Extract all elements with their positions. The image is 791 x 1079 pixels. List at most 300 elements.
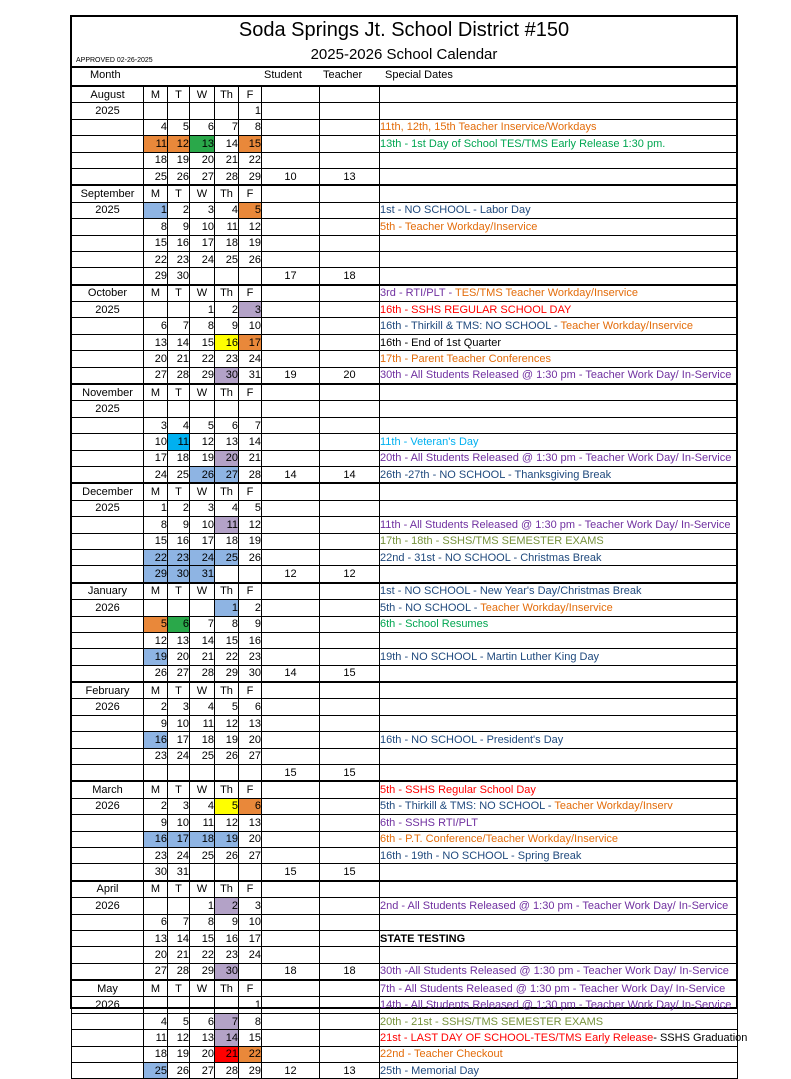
teacher-days-count xyxy=(320,185,380,202)
day-cell: 7 xyxy=(215,119,239,135)
student-days-count: 15 xyxy=(262,765,320,782)
special-date-note xyxy=(380,1063,738,1079)
student-days-count xyxy=(262,334,320,350)
student-days-count xyxy=(262,351,320,367)
day-cell xyxy=(144,600,168,616)
weekday-header: Th xyxy=(215,185,239,202)
special-date-note xyxy=(380,914,738,930)
day-cell: 4 xyxy=(215,500,239,516)
month-label xyxy=(72,1046,144,1062)
month-label xyxy=(72,533,144,549)
month-label xyxy=(72,417,144,433)
day-cell: 16 xyxy=(239,632,262,648)
day-cell: 23 xyxy=(215,947,239,963)
month-label xyxy=(72,914,144,930)
weekday-header: W xyxy=(190,881,215,898)
special-date-note xyxy=(380,251,738,267)
special-date-text: 3rd - RTI/PLT - xyxy=(380,287,455,300)
day-cell: 26 xyxy=(239,549,262,565)
day-cell: 20 xyxy=(144,351,168,367)
weekday-header: M xyxy=(144,285,168,302)
teacher-days-count xyxy=(320,517,380,533)
month-label xyxy=(72,566,144,583)
teacher-column-header: Teacher xyxy=(323,69,363,81)
weekday-header: T xyxy=(168,980,190,997)
student-days-count xyxy=(262,483,320,500)
student-days-count xyxy=(262,583,320,600)
day-cell xyxy=(190,401,215,417)
month-label xyxy=(72,219,144,235)
weekday-header: Th xyxy=(215,483,239,500)
weekday-header: Th xyxy=(215,682,239,699)
month-label xyxy=(72,251,144,267)
student-days-count xyxy=(262,815,320,831)
special-date-note xyxy=(380,898,738,914)
day-cell: 17 xyxy=(190,235,215,251)
weekday-header: Th xyxy=(215,980,239,997)
day-cell: 30 xyxy=(215,367,239,384)
day-cell: 27 xyxy=(239,748,262,764)
calendar-row xyxy=(72,500,738,516)
teacher-days-count xyxy=(320,649,380,665)
day-cell: 11 xyxy=(168,434,190,450)
teacher-days-count xyxy=(320,219,380,235)
special-date-note xyxy=(380,219,738,235)
student-days-count: 14 xyxy=(262,665,320,682)
day-cell: 14 xyxy=(168,930,190,946)
calendar-row xyxy=(72,251,738,267)
student-days-count: 14 xyxy=(262,466,320,483)
special-date-note xyxy=(380,1030,748,1046)
month-label xyxy=(72,434,144,450)
day-cell: 16 xyxy=(168,533,190,549)
month-label: April xyxy=(72,881,144,898)
day-cell: 19 xyxy=(168,152,190,168)
day-cell: 29 xyxy=(190,963,215,980)
calendar-row xyxy=(72,997,738,1013)
day-cell: 27 xyxy=(215,466,239,483)
month-label: 2025 xyxy=(72,401,144,417)
weekday-header: T xyxy=(168,682,190,699)
day-cell: 22 xyxy=(215,649,239,665)
month-label xyxy=(72,268,144,285)
special-date-note xyxy=(380,732,738,748)
special-date-note xyxy=(380,136,738,152)
special-date-note xyxy=(380,583,738,600)
month-label xyxy=(72,318,144,334)
day-cell: 15 xyxy=(239,1030,262,1046)
day-cell: 26 xyxy=(239,251,262,267)
teacher-days-count xyxy=(320,483,380,500)
day-cell: 18 xyxy=(215,235,239,251)
month-label: 2025 xyxy=(72,103,144,119)
day-cell: 9 xyxy=(239,616,262,632)
day-cell: 17 xyxy=(168,831,190,847)
special-date-note xyxy=(380,748,738,764)
special-date-text: 17th - Parent Teacher Conferences xyxy=(380,352,552,365)
teacher-days-count xyxy=(320,401,380,417)
weekday-header: Th xyxy=(215,881,239,898)
day-cell: 20 xyxy=(144,947,168,963)
month-label xyxy=(72,616,144,632)
day-cell: 21 xyxy=(168,351,190,367)
special-date-note xyxy=(380,152,738,168)
student-days-count: 15 xyxy=(262,864,320,881)
day-cell: 13 xyxy=(190,1030,215,1046)
teacher-days-count: 18 xyxy=(320,963,380,980)
day-cell: 11 xyxy=(144,136,168,152)
day-cell: 10 xyxy=(168,715,190,731)
day-cell: 12 xyxy=(239,517,262,533)
month-label: 2025 xyxy=(72,302,144,318)
month-label xyxy=(72,367,144,384)
day-cell: 25 xyxy=(190,847,215,863)
calendar-row xyxy=(72,235,738,251)
special-date-text: 26th -27th - NO SCHOOL - Thanksgiving Break xyxy=(380,468,612,481)
day-cell: 7 xyxy=(168,318,190,334)
weekday-header: W xyxy=(190,682,215,699)
day-cell: 17 xyxy=(239,930,262,946)
month-label xyxy=(72,168,144,185)
calendar-row xyxy=(72,268,738,285)
weekday-header: Th xyxy=(215,781,239,798)
month-label xyxy=(72,466,144,483)
teacher-days-count xyxy=(320,86,380,103)
month-label xyxy=(72,665,144,682)
day-cell: 2 xyxy=(144,699,168,715)
day-cell: 17 xyxy=(239,334,262,350)
special-date-note xyxy=(380,930,738,946)
month-label: January xyxy=(72,583,144,600)
day-cell: 24 xyxy=(190,549,215,565)
teacher-days-count xyxy=(320,334,380,350)
teacher-days-count xyxy=(320,781,380,798)
day-cell: 25 xyxy=(144,1063,168,1079)
student-days-count xyxy=(262,1013,320,1029)
approval-note: APPROVED 02-26-2025 xyxy=(76,57,153,64)
month-label: 2025 xyxy=(72,500,144,516)
calendar-row xyxy=(72,549,738,565)
student-days-count xyxy=(262,748,320,764)
day-cell: 30 xyxy=(168,566,190,583)
calendar-row xyxy=(72,930,738,946)
student-days-count xyxy=(262,235,320,251)
calendar-row xyxy=(72,715,738,731)
day-cell xyxy=(239,765,262,782)
calendar-subtitle: 2025-2026 School Calendar xyxy=(310,46,498,63)
month-label: 2025 xyxy=(72,202,144,218)
special-date-note xyxy=(380,715,738,731)
month-label xyxy=(72,765,144,782)
day-cell: 5 xyxy=(168,1013,190,1029)
special-date-note xyxy=(380,86,738,103)
day-cell: 24 xyxy=(239,947,262,963)
student-days-count xyxy=(262,616,320,632)
student-days-count: 12 xyxy=(262,1063,320,1079)
calendar-row xyxy=(72,682,738,699)
special-date-note xyxy=(380,798,738,814)
day-cell: 12 xyxy=(239,219,262,235)
special-date-note xyxy=(380,881,738,898)
student-days-count xyxy=(262,997,320,1013)
day-cell xyxy=(190,997,215,1013)
weekday-header: W xyxy=(190,86,215,103)
day-cell: 4 xyxy=(215,202,239,218)
day-cell: 30 xyxy=(144,864,168,881)
teacher-days-count: 15 xyxy=(320,765,380,782)
teacher-days-count: 14 xyxy=(320,466,380,483)
day-cell: 8 xyxy=(215,616,239,632)
special-date-note xyxy=(380,815,738,831)
month-label xyxy=(72,748,144,764)
day-cell: 18 xyxy=(168,450,190,466)
student-days-count xyxy=(262,914,320,930)
teacher-days-count xyxy=(320,500,380,516)
weekday-header: W xyxy=(190,285,215,302)
day-cell: 27 xyxy=(190,168,215,185)
special-date-note xyxy=(380,831,738,847)
day-cell xyxy=(144,401,168,417)
teacher-days-count: 13 xyxy=(320,168,380,185)
day-cell xyxy=(144,302,168,318)
special-date-note xyxy=(380,649,738,665)
day-cell: 29 xyxy=(239,1063,262,1079)
month-column-header: Month xyxy=(90,69,121,81)
day-cell: 15 xyxy=(215,632,239,648)
day-cell: 20 xyxy=(239,831,262,847)
day-cell: 29 xyxy=(190,367,215,384)
special-date-text: 16th - 19th - NO SCHOOL - Spring Break xyxy=(380,849,582,862)
student-days-count xyxy=(262,930,320,946)
special-date-note xyxy=(380,384,738,401)
day-cell: 27 xyxy=(190,1063,215,1079)
day-cell xyxy=(168,401,190,417)
day-cell: 9 xyxy=(215,318,239,334)
weekday-header: M xyxy=(144,483,168,500)
month-label xyxy=(72,947,144,963)
day-cell: 19 xyxy=(239,533,262,549)
day-cell: 15 xyxy=(239,136,262,152)
special-date-text: 7th - All Students Released @ 1:30 pm - Teacher Work Day/ In-Service xyxy=(380,982,726,995)
special-date-text: 22nd - 31st - NO SCHOOL - Christmas Break xyxy=(380,551,602,564)
day-cell: 14 xyxy=(215,136,239,152)
student-days-count xyxy=(262,898,320,914)
day-cell: 23 xyxy=(168,251,190,267)
teacher-days-count xyxy=(320,798,380,814)
month-label xyxy=(72,549,144,565)
day-cell: 7 xyxy=(239,417,262,433)
special-date-note xyxy=(380,268,738,285)
weekday-header: T xyxy=(168,384,190,401)
teacher-days-count: 12 xyxy=(320,566,380,583)
day-cell: 26 xyxy=(144,665,168,682)
weekday-header: M xyxy=(144,881,168,898)
day-cell: 1 xyxy=(190,302,215,318)
day-cell: 12 xyxy=(168,136,190,152)
day-cell: 28 xyxy=(168,367,190,384)
calendar-row xyxy=(72,302,738,318)
day-cell: 5 xyxy=(190,417,215,433)
calendar-row xyxy=(72,583,738,600)
day-cell: 18 xyxy=(144,152,168,168)
student-days-count: 18 xyxy=(262,963,320,980)
day-cell: 1 xyxy=(239,103,262,119)
day-cell: 7 xyxy=(215,1013,239,1029)
day-cell xyxy=(190,103,215,119)
day-cell: 18 xyxy=(190,732,215,748)
student-days-count: 17 xyxy=(262,268,320,285)
special-date-text: 20th - 21st - SSHS/TMS SEMESTER EXAMS xyxy=(380,1015,604,1028)
student-days-count xyxy=(262,103,320,119)
day-cell xyxy=(168,997,190,1013)
calendar-row xyxy=(72,466,738,483)
day-cell xyxy=(239,268,262,285)
special-date-text: 19th - NO SCHOOL - Martin Luther King Day xyxy=(380,650,600,663)
special-date-note xyxy=(380,963,738,980)
calendar-row xyxy=(72,401,738,417)
day-cell: 29 xyxy=(239,168,262,185)
teacher-days-count: 15 xyxy=(320,665,380,682)
teacher-days-count xyxy=(320,235,380,251)
student-days-count xyxy=(262,417,320,433)
month-label: November xyxy=(72,384,144,401)
day-cell: 8 xyxy=(239,1013,262,1029)
day-cell: 10 xyxy=(144,434,168,450)
student-days-count xyxy=(262,831,320,847)
special-date-note xyxy=(380,781,738,798)
day-cell: 26 xyxy=(168,1063,190,1079)
student-days-count xyxy=(262,517,320,533)
teacher-days-count xyxy=(320,600,380,616)
day-cell: 2 xyxy=(144,798,168,814)
teacher-days-count xyxy=(320,136,380,152)
page-title: Soda Springs Jt. School District #150 xyxy=(238,19,570,41)
month-label xyxy=(72,450,144,466)
day-cell: 19 xyxy=(144,649,168,665)
special-date-note xyxy=(380,466,738,483)
day-cell: 13 xyxy=(215,434,239,450)
weekday-header: W xyxy=(190,781,215,798)
student-days-count xyxy=(262,285,320,302)
day-cell: 1 xyxy=(239,997,262,1013)
student-days-count xyxy=(262,632,320,648)
day-cell: 20 xyxy=(190,152,215,168)
special-date-text: 11th - All Students Released @ 1:30 pm - Teacher Work Day/ In-Service xyxy=(380,518,731,531)
day-cell: 11 xyxy=(144,1030,168,1046)
day-cell xyxy=(168,103,190,119)
month-label xyxy=(72,847,144,863)
student-days-count xyxy=(262,1046,320,1062)
special-date-text: 17th - 18th - SSHS/TMS SEMESTER EXAMS xyxy=(380,535,604,548)
special-date-text: 16th - Thirkill & TMS: NO SCHOOL - xyxy=(380,320,561,333)
teacher-days-count: 18 xyxy=(320,268,380,285)
day-cell: 28 xyxy=(215,168,239,185)
day-cell: 4 xyxy=(168,417,190,433)
day-cell: 20 xyxy=(168,649,190,665)
student-days-count xyxy=(262,699,320,715)
day-cell: 9 xyxy=(168,219,190,235)
day-cell: 20 xyxy=(215,450,239,466)
calendar-row xyxy=(72,434,738,450)
special-date-note xyxy=(380,483,738,500)
weekday-header: W xyxy=(190,483,215,500)
calendar-row xyxy=(72,219,738,235)
special-date-text: 6th - SSHS RTI/PLT xyxy=(380,816,479,829)
teacher-days-count xyxy=(320,682,380,699)
special-date-text: 2nd - All Students Released @ 1:30 pm - Teacher Work Day/ In-Service xyxy=(380,899,729,912)
student-days-count xyxy=(262,302,320,318)
day-cell: 5 xyxy=(239,202,262,218)
special-date-note xyxy=(380,980,738,997)
student-days-count xyxy=(262,251,320,267)
day-cell: 26 xyxy=(190,466,215,483)
student-days-count xyxy=(262,119,320,135)
calendar-row xyxy=(72,616,738,632)
special-date-note xyxy=(380,351,738,367)
month-label: 2026 xyxy=(72,798,144,814)
calendar-row xyxy=(72,914,738,930)
special-date-text: Teacher Workday/Inserv xyxy=(554,800,673,813)
weekday-header: T xyxy=(168,483,190,500)
day-cell: 19 xyxy=(168,1046,190,1062)
weekday-header: F xyxy=(239,285,262,302)
teacher-days-count xyxy=(320,930,380,946)
day-cell: 13 xyxy=(239,815,262,831)
month-label xyxy=(72,649,144,665)
day-cell: 11 xyxy=(190,815,215,831)
day-cell xyxy=(239,401,262,417)
special-date-note xyxy=(380,334,738,350)
day-cell xyxy=(215,566,239,583)
day-cell: 3 xyxy=(144,417,168,433)
special-date-text: 11th, 12th, 15th Teacher Inservice/Workdays xyxy=(380,121,597,134)
calendar-row xyxy=(72,1046,738,1062)
student-days-count xyxy=(262,715,320,731)
teacher-days-count xyxy=(320,417,380,433)
day-cell: 16 xyxy=(215,334,239,350)
weekday-header: M xyxy=(144,185,168,202)
day-cell: 17 xyxy=(190,533,215,549)
month-label: February xyxy=(72,682,144,699)
day-cell: 5 xyxy=(215,798,239,814)
weekday-header: M xyxy=(144,384,168,401)
calendar-row xyxy=(72,185,738,202)
day-cell: 6 xyxy=(190,1013,215,1029)
special-date-note xyxy=(380,765,738,782)
day-cell xyxy=(239,864,262,881)
day-cell xyxy=(190,268,215,285)
day-cell: 2 xyxy=(168,500,190,516)
day-cell: 24 xyxy=(144,466,168,483)
day-cell: 15 xyxy=(190,334,215,350)
weekday-header: M xyxy=(144,781,168,798)
day-cell xyxy=(215,268,239,285)
day-cell: 19 xyxy=(190,450,215,466)
teacher-days-count xyxy=(320,351,380,367)
day-cell: 12 xyxy=(144,632,168,648)
special-date-note xyxy=(380,119,738,135)
weekday-header: F xyxy=(239,185,262,202)
day-cell: 5 xyxy=(168,119,190,135)
student-days-count xyxy=(262,847,320,863)
special-date-text: - SSHS Graduation xyxy=(653,1031,748,1044)
day-cell xyxy=(215,864,239,881)
teacher-days-count xyxy=(320,1030,380,1046)
teacher-days-count xyxy=(320,384,380,401)
day-cell: 4 xyxy=(144,1013,168,1029)
special-date-text: 1st - NO SCHOOL - New Year's Day/Christmas Break xyxy=(380,585,642,598)
day-cell: 1 xyxy=(215,600,239,616)
